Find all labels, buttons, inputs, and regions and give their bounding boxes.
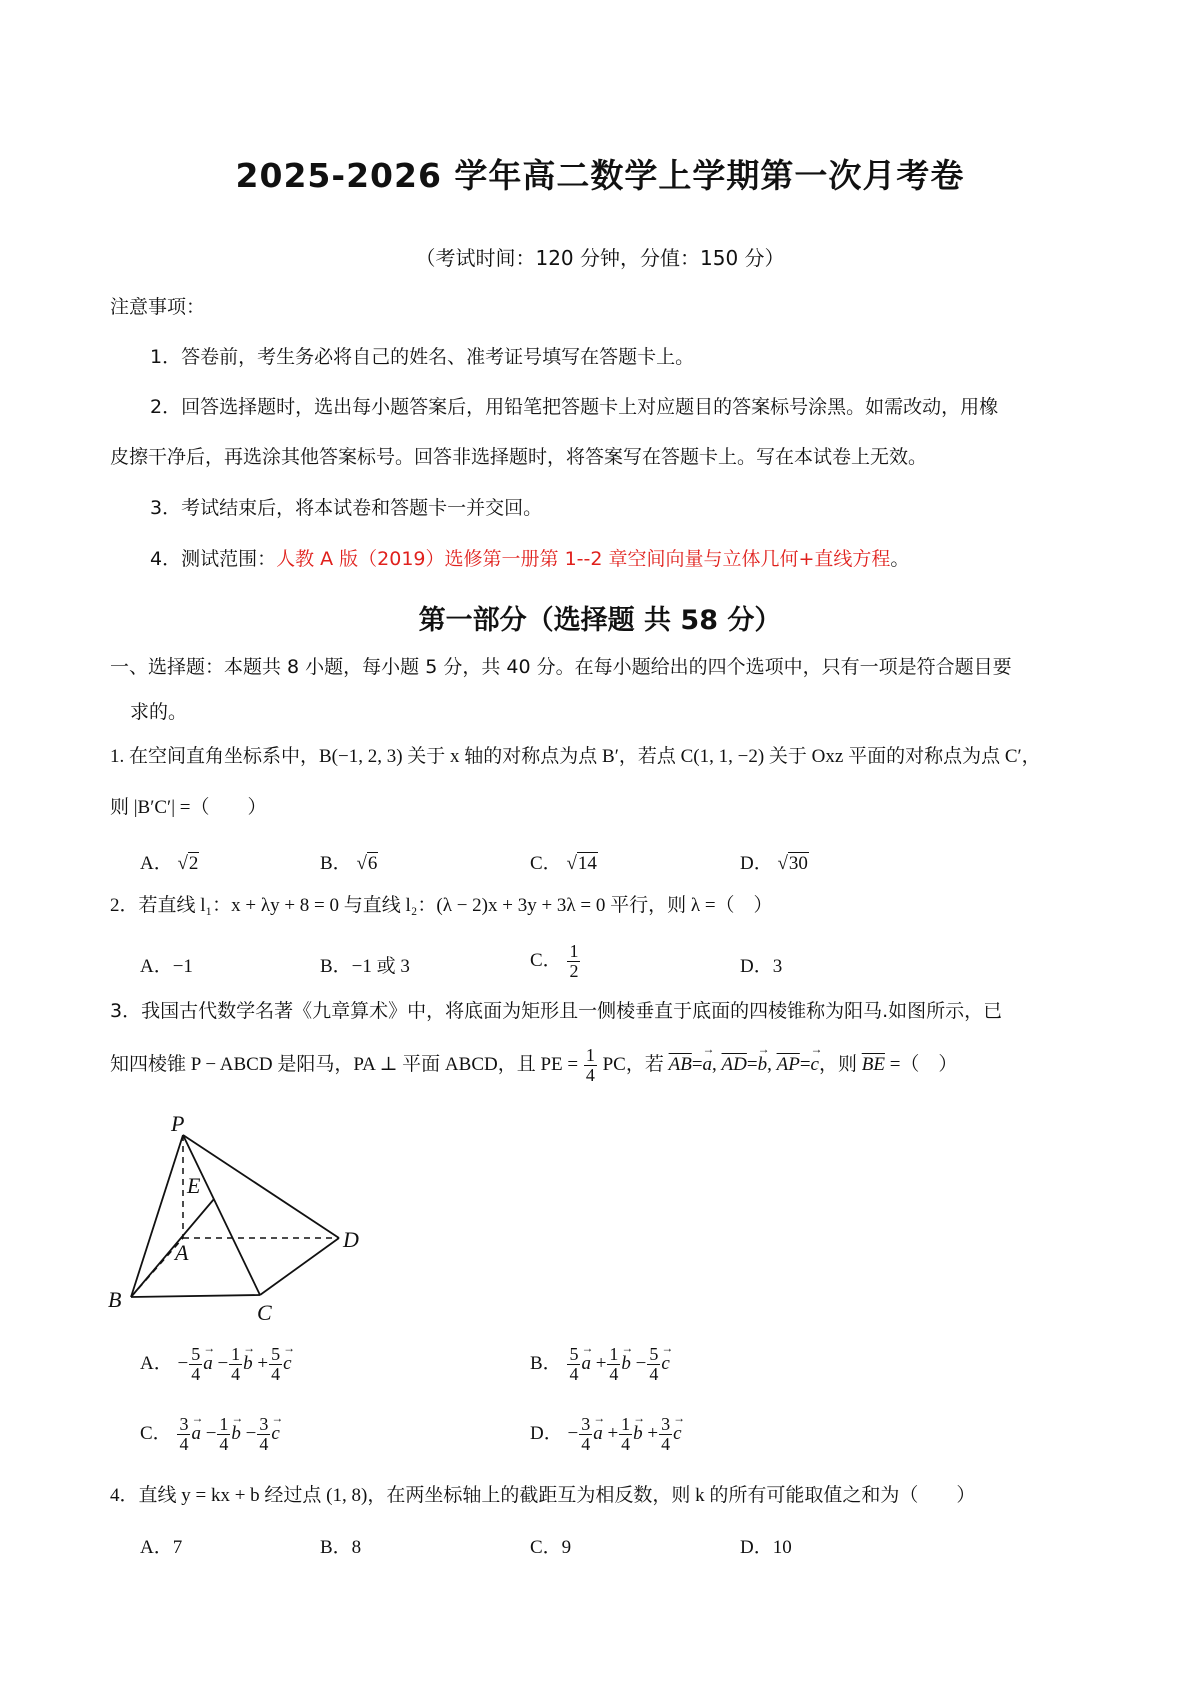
q2-option-c-letter: C． — [530, 949, 562, 971]
q1-option-d-letter: D． — [740, 853, 773, 874]
fraction-numerator: 1 — [621, 1414, 631, 1434]
pyramid-figure — [105, 1105, 385, 1330]
fraction-numerator: 1 — [231, 1344, 241, 1364]
notice-item-1: 1．答卷前，考生务必将自己的姓名、准考证号填写在答题卡上。 — [150, 346, 695, 368]
vector-ad: $\overline{AD}$ — [721, 1053, 747, 1075]
section-instructions-cont: 求的。 — [130, 701, 188, 723]
option-letter: A． — [140, 1352, 173, 1374]
q3-stem: 3．我国古代数学名著《九章算术》中，将底面为矩形且一侧棱垂直于底面的四棱锥称为阳马.如图所示，已 — [110, 1000, 1003, 1022]
exam-subtitle: （考试时间：120 分钟，分值：150 分） — [415, 246, 785, 270]
q2-option-c — [530, 942, 581, 981]
vector-a: → a — [703, 1054, 713, 1077]
q2-option-a: A．−1 — [140, 956, 193, 977]
notice-heading: 注意事项： — [110, 296, 206, 318]
sign: − — [177, 1352, 189, 1374]
q3-stem-part-d: =（ ） — [889, 1053, 958, 1075]
fraction-denominator: 2 — [569, 960, 579, 981]
section-instructions: 一、选择题：本题共 8 小题，每小题 5 分，共 40 分。在每小题给出的四个选项中，只有一项是符合题目要 — [110, 656, 1012, 678]
fraction — [659, 1415, 672, 1454]
notice-item-4-suffix: 。 — [890, 548, 910, 570]
q1-option-c — [530, 848, 598, 875]
q3-option-c — [140, 1415, 280, 1454]
vector-b: → b — [243, 1353, 253, 1375]
option-letter: D． — [530, 1422, 563, 1444]
vector-c: → c — [661, 1353, 669, 1375]
sign: + — [607, 1422, 619, 1444]
vector-c: → c — [673, 1423, 681, 1445]
fraction-numerator: 3 — [259, 1414, 269, 1434]
notice-item-3: 3．考试结束后，将本试卷和答题卡一并交回。 — [150, 497, 543, 519]
exam-title: 2025-2026 学年高二数学上学期第一次月考卷 — [235, 156, 965, 195]
q4-option-a: A．7 — [140, 1537, 183, 1558]
label-e: E — [187, 1173, 201, 1198]
notice-item-4-prefix: 4．测试范围： — [150, 548, 277, 570]
fraction — [579, 1415, 592, 1454]
notice-item-2-cont: 皮擦干净后，再选涂其他答案标号。回答非选择题时，将答案写在答题卡上。写在本试卷上无效。 — [110, 446, 928, 468]
notice-item-4 — [150, 548, 909, 571]
vector-b: → b — [231, 1423, 241, 1445]
fraction-denominator: 4 — [621, 1433, 631, 1454]
fraction-denominator: 4 — [581, 1433, 591, 1454]
vector-b: → b — [621, 1353, 631, 1375]
fraction — [189, 1345, 202, 1384]
label-a: A — [175, 1240, 189, 1265]
fraction — [619, 1415, 632, 1454]
part1-heading: 第一部分（选择题 共 58 分） — [418, 605, 782, 636]
q1-option-c-letter: C． — [530, 853, 562, 874]
vector-ab: $\overline{AB}$ — [668, 1053, 692, 1075]
q3-stem-part-a: 知四棱锥 P − ABCD 是阳马，PA ⊥ 平面 ABCD，且 PE = — [110, 1053, 579, 1075]
vector-ap: $\overline{AP}$ — [776, 1053, 800, 1075]
sign: − — [217, 1352, 229, 1374]
q4-option-c: C．9 — [530, 1537, 572, 1558]
q1-option-a-letter: A． — [140, 853, 173, 874]
fraction-denominator: 4 — [569, 1363, 579, 1384]
q2-option-b: B．−1 或 3 — [320, 956, 410, 977]
fraction-numerator: 3 — [581, 1414, 591, 1434]
sign: + — [647, 1422, 659, 1444]
q3-stem-part-c: ，则 — [818, 1053, 857, 1075]
notice-item-2: 2．回答选择题时，选出每小题答案后，用铅笔把答题卡上对应题目的答案标号涂黑。如需改动，用橡 — [150, 396, 999, 418]
q4-stem: 4．直线 y = kx + b 经过点 (1, 8)，在两坐标轴上的截距互为相反数，则 k 的所有可能取值之和为（ ） — [110, 1485, 976, 1506]
fraction — [177, 1415, 190, 1454]
fraction — [229, 1345, 242, 1384]
label-d: D — [343, 1227, 359, 1252]
fraction-numerator: 5 — [271, 1344, 281, 1364]
q1-option-b-radicand: 6 — [367, 853, 378, 874]
fraction-numerator: 3 — [179, 1414, 189, 1434]
sign: − — [245, 1422, 257, 1444]
edge-bc — [131, 1295, 260, 1297]
fraction-denominator: 4 — [585, 1064, 595, 1085]
q1-option-a-radicand: 2 — [188, 853, 199, 874]
fraction-denominator: 4 — [661, 1433, 671, 1454]
q1-option-d — [740, 848, 809, 875]
fraction-denominator: 4 — [191, 1363, 201, 1384]
option-letter: B． — [530, 1352, 562, 1374]
vector-a: → a — [593, 1423, 603, 1445]
q3-option-a — [140, 1345, 292, 1384]
edge-pd — [183, 1135, 339, 1238]
q2-option-d: D．3 — [740, 956, 783, 977]
fraction-numerator: 1 — [609, 1344, 619, 1364]
vector-b: → b — [633, 1423, 643, 1445]
vector-a: → a — [203, 1353, 213, 1375]
q3-option-d — [530, 1415, 682, 1454]
label-c: C — [257, 1300, 272, 1325]
fraction — [269, 1345, 282, 1384]
vector-a: → a — [191, 1423, 201, 1445]
fraction-numerator: 1 — [585, 1045, 595, 1065]
test-scope: 人教 A 版（2019）选修第一册第 1--2 章空间向量与立体几何+直线方程 — [276, 548, 891, 570]
q1-stem: 1. 在空间直角坐标系中，B(−1, 2, 3) 关于 x 轴的对称点为点 B′，若点 C(1, 1, −2) 关于 Oxz 平面的对称点为点 C′， — [110, 746, 1041, 767]
vector-a: → a — [581, 1353, 591, 1375]
fraction — [567, 1345, 580, 1384]
fraction-numerator: 5 — [569, 1344, 579, 1364]
sqrt: √30 — [777, 853, 808, 874]
q1-option-c-radicand: 14 — [577, 853, 597, 874]
pe-fraction — [584, 1046, 597, 1085]
fraction-numerator: 5 — [191, 1344, 201, 1364]
fraction-denominator: 4 — [259, 1433, 269, 1454]
edge-pc — [183, 1135, 260, 1295]
edge-pb — [131, 1135, 183, 1297]
sign: − — [635, 1352, 647, 1374]
sign: − — [205, 1422, 217, 1444]
vector-c: → c — [271, 1423, 279, 1445]
option-letter: C． — [140, 1422, 172, 1444]
segment-be — [131, 1199, 214, 1297]
fraction-numerator: 3 — [661, 1414, 671, 1434]
q3-stem-cont: 知四棱锥 P − ABCD 是阳马，PA ⊥ 平面 ABCD，且 PE = $\frac{1}{4}$ PC，若 $\overline{AB}=\to a$, $\overline{AD}=\to b$, $\overline{AP}=\to c$，则 $\overline{BE}$ =（ ） — [110, 1046, 957, 1085]
q1-option-b — [320, 848, 378, 875]
vector-b: → b — [758, 1054, 768, 1077]
fraction-numerator: 5 — [649, 1344, 659, 1364]
fraction-numerator: 1 — [569, 941, 579, 961]
sqrt: √6 — [356, 853, 378, 874]
fraction — [217, 1415, 230, 1454]
fraction-denominator: 4 — [609, 1363, 619, 1384]
sign: − — [567, 1422, 579, 1444]
sign: + — [257, 1352, 269, 1374]
fraction — [607, 1345, 620, 1384]
q3-stem-part-b: PC，若 — [602, 1053, 664, 1075]
fraction — [257, 1415, 270, 1454]
q1-option-d-radicand: 30 — [788, 853, 808, 874]
fraction-denominator: 4 — [179, 1433, 189, 1454]
fraction-denominator: 4 — [219, 1433, 229, 1454]
vector-c: → c — [283, 1353, 291, 1375]
fraction — [567, 942, 580, 981]
q4-option-d: D．10 — [740, 1537, 792, 1558]
fraction — [647, 1345, 660, 1384]
q1-option-a — [140, 848, 199, 875]
sqrt: √14 — [566, 853, 597, 874]
fraction-denominator: 4 — [649, 1363, 659, 1384]
label-p: P — [171, 1111, 185, 1136]
q3-option-b — [530, 1345, 670, 1384]
sign: + — [595, 1352, 607, 1374]
fraction-numerator: 1 — [219, 1414, 229, 1434]
q4-option-b: B．8 — [320, 1537, 362, 1558]
edge-cd — [260, 1238, 339, 1295]
q2-stem: 2．若直线 l₁：x + λy + 8 = 0 与直线 l₂：(λ − 2)x + 3y + 3λ = 0 平行，则 λ =（ ） — [110, 895, 773, 916]
fraction-denominator: 4 — [231, 1363, 241, 1384]
vector-be: $\overline{BE}$ — [861, 1053, 885, 1075]
vector-c: → c — [811, 1054, 819, 1077]
sqrt: √2 — [177, 853, 199, 874]
q1-stem-cont: 则 |B′C′| =（ ） — [110, 797, 267, 818]
fraction-denominator: 4 — [271, 1363, 281, 1384]
label-b: B — [108, 1287, 122, 1312]
q1-option-b-letter: B． — [320, 853, 352, 874]
